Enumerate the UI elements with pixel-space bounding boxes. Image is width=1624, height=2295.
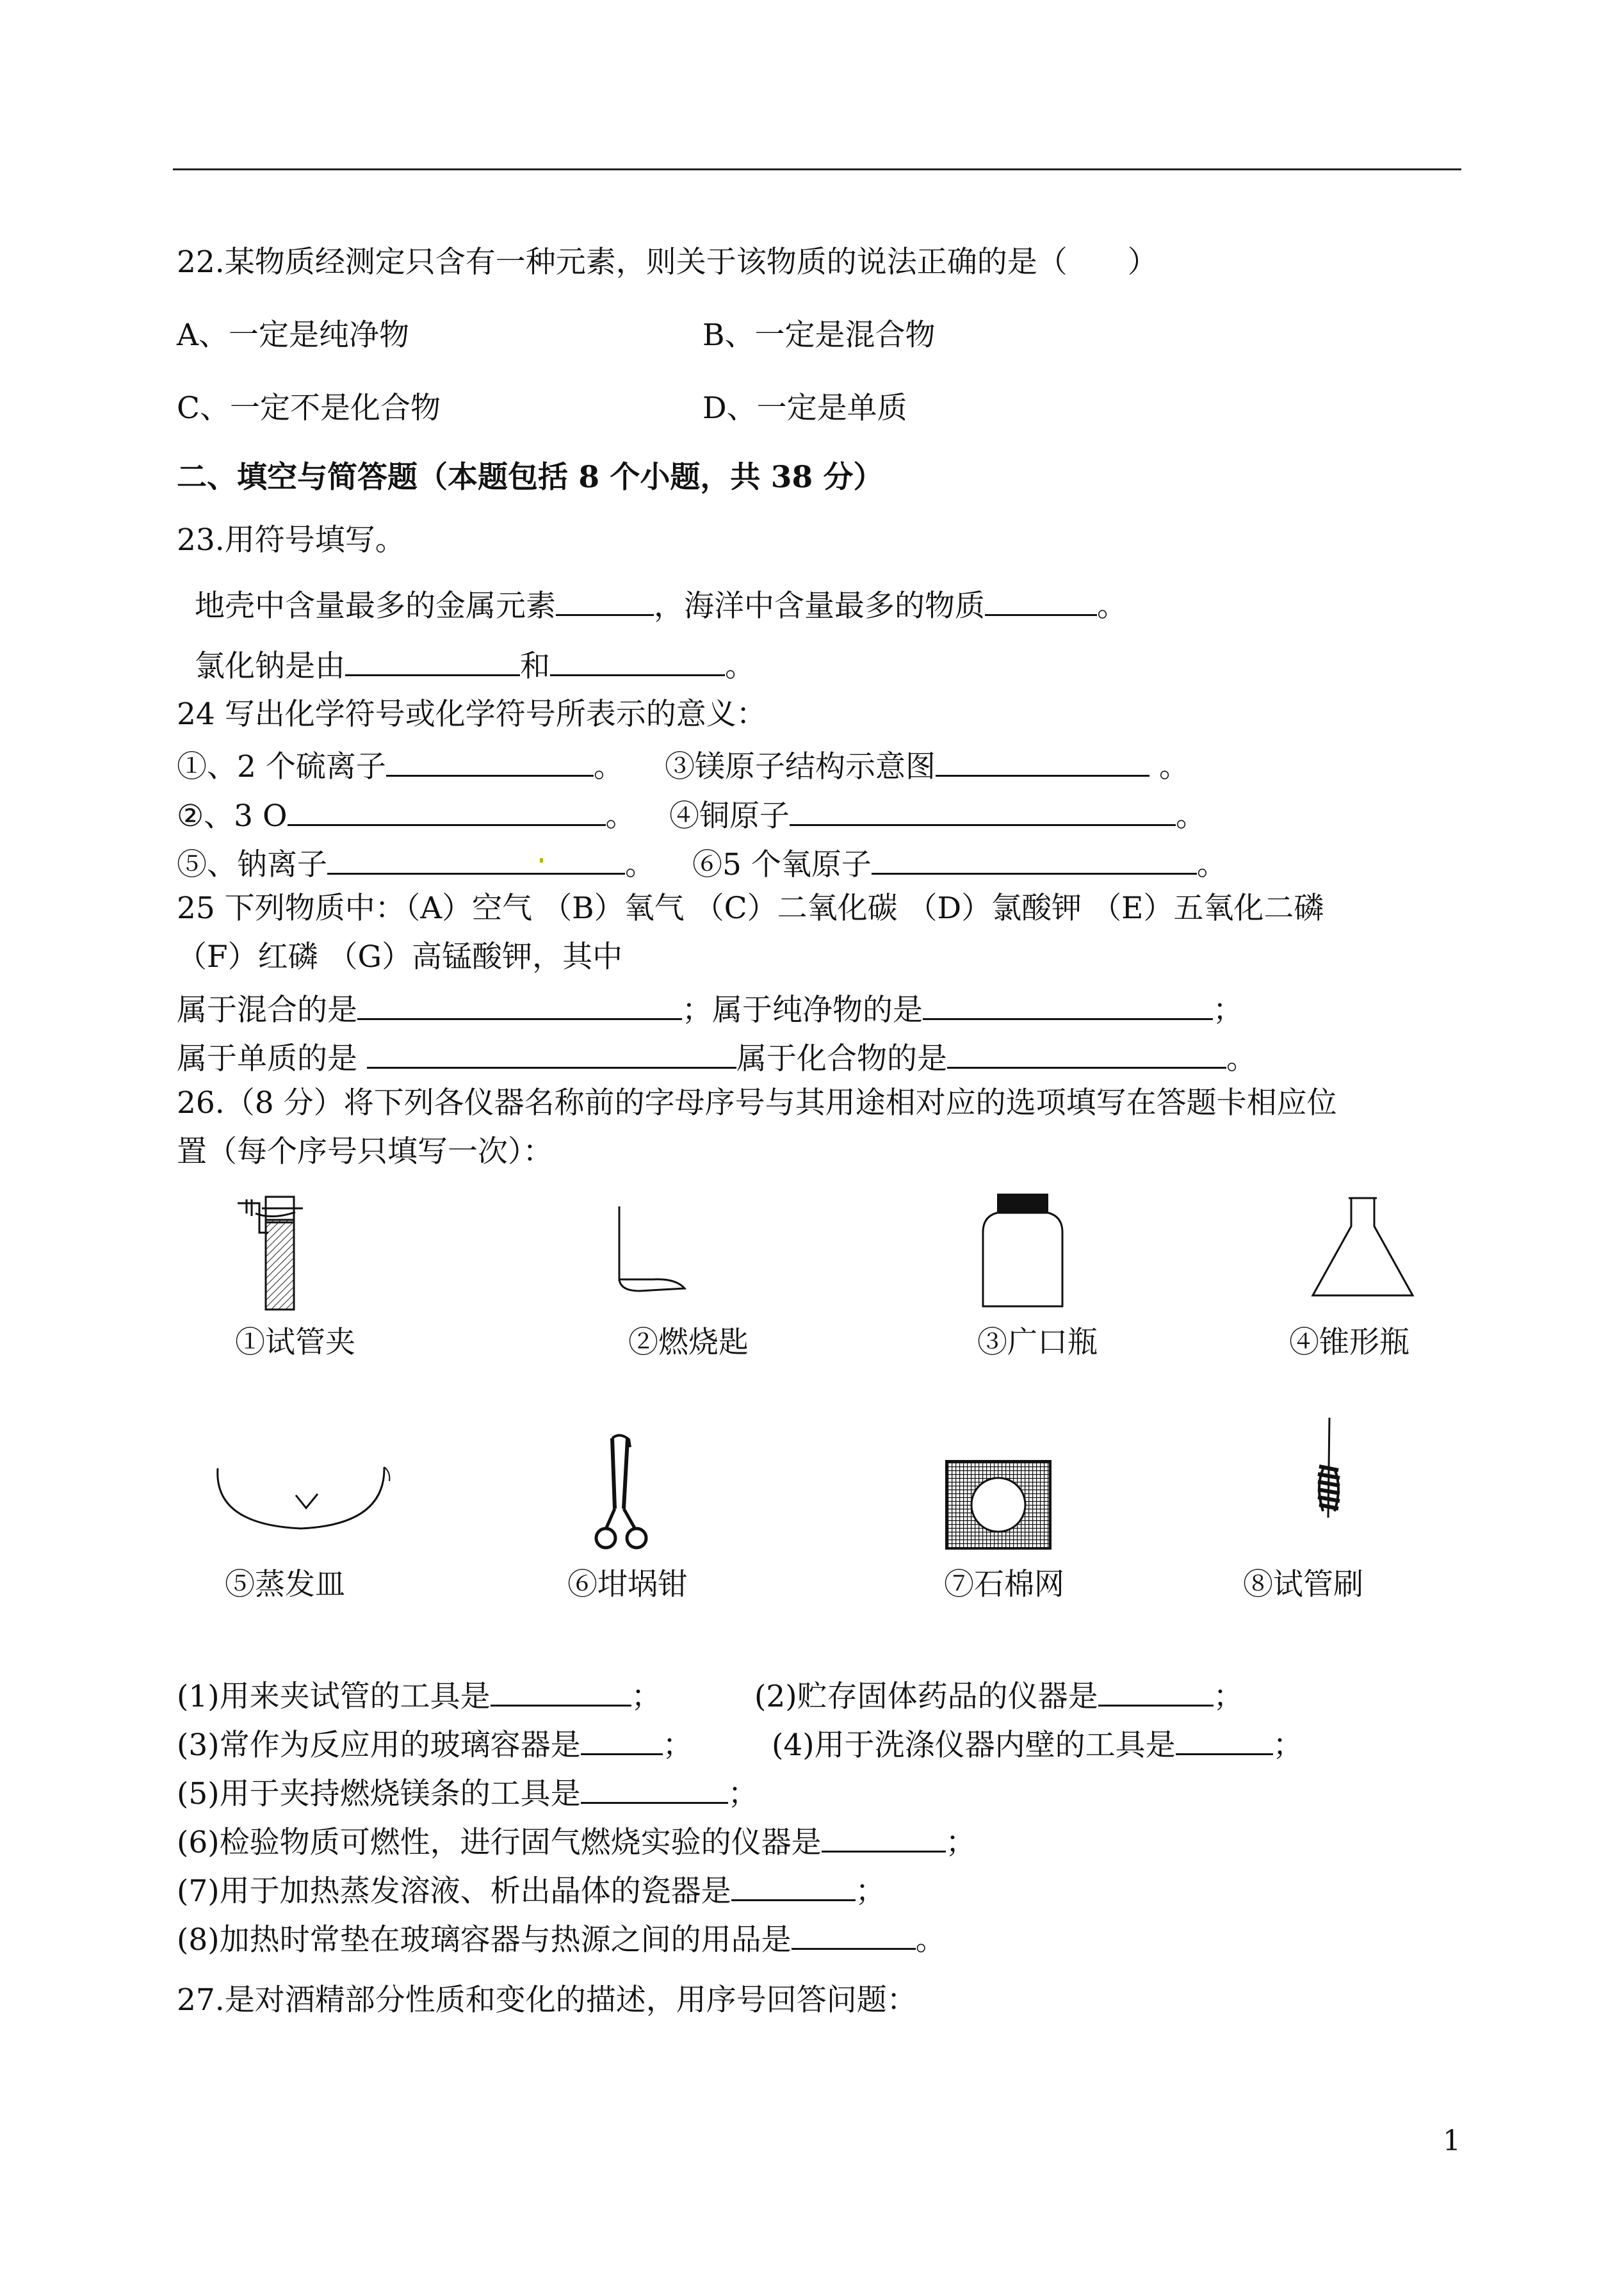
q26-line-1: 26.（8 分）将下列各仪器名称前的字母序号与其用途相对应的选项填写在答题卡相应位 xyxy=(177,1085,1337,1121)
wide-mouth-bottle-figure xyxy=(978,1191,1068,1310)
q26-line-2: 置（每个序号只填写一次）： xyxy=(177,1134,553,1169)
q23-blank-3[interactable] xyxy=(345,642,520,676)
q26-sub-1-text: (1)用来夹试管的工具是 xyxy=(177,1679,491,1714)
q23-line-2 xyxy=(195,642,755,686)
q26-blank-1[interactable] xyxy=(491,1673,631,1707)
q24-item-6-end: 。 xyxy=(1196,847,1227,882)
q26-sub-3-end: ； xyxy=(662,1728,693,1763)
q26-sub-2 xyxy=(754,1673,1244,1717)
q23-stem: 23.用符号填写。 xyxy=(177,523,405,558)
crucible-tongs-figure xyxy=(589,1433,660,1552)
q23-line-1-text-c: 。 xyxy=(1097,588,1127,624)
q24-item-1-text: ①、2 个硫离子 xyxy=(177,749,386,784)
q24-item-3-text: ③镁原子结构示意图 xyxy=(665,749,936,784)
q24-item-2 xyxy=(177,792,636,836)
q26-sub-6-end: ； xyxy=(945,1825,976,1860)
q23-line-2-text-b: 和 xyxy=(520,649,550,684)
q25-line-1: 25 下列物质中：（A）空气 （B）氧气 （C）二氧化碳 （D）氯酸钾 （E）五氧化二磷 xyxy=(177,891,1324,926)
q24-item-6-text: ⑥5 个氧原子 xyxy=(692,847,872,882)
test-tube-clamp-figure xyxy=(234,1194,311,1311)
q23-line-1-text-a: 地壳中含量最多的金属元素 xyxy=(195,588,556,624)
page-number: 1 xyxy=(1443,2125,1461,2157)
section-2-title: 二、填空与简答题（本题包括 8 个小题，共 38 分） xyxy=(177,460,884,495)
q22-option-b: B、一定是混合物 xyxy=(702,318,936,353)
q24-stem: 24 写出化学符号或化学符号所表示的意义： xyxy=(177,697,767,732)
q26-sub-4-end: ； xyxy=(1272,1728,1303,1763)
q25-line-3 xyxy=(177,986,1243,1030)
q24-item-2-end: 。 xyxy=(605,799,636,834)
q22-option-d: D、一定是单质 xyxy=(702,391,907,426)
q22-option-c: C、一定不是化合物 xyxy=(177,391,441,426)
combustion-spoon-figure xyxy=(612,1204,688,1293)
header-rule xyxy=(173,168,1461,170)
q24-item-1 xyxy=(177,743,624,787)
q24-item-5-end: 。 xyxy=(625,847,655,882)
q26-blank-7[interactable] xyxy=(731,1867,856,1901)
q26-sub-5 xyxy=(177,1770,758,1814)
q26-blank-5[interactable] xyxy=(581,1770,728,1804)
q22-stem: 22.某物质经测定只含有一种元素，则关于该物质的说法正确的是（ ） xyxy=(177,245,1158,280)
q24-item-2-text: ②、3 O xyxy=(177,799,288,834)
q27-stem: 27.是对酒精部分性质和变化的描述，用序号回答问题： xyxy=(177,1983,917,2018)
q25-blank-pure[interactable] xyxy=(923,986,1213,1020)
q24-blank-3[interactable] xyxy=(936,743,1149,777)
q24-blank-2[interactable] xyxy=(288,792,606,826)
conical-flask-figure xyxy=(1306,1194,1418,1300)
q25-blank-mixture[interactable] xyxy=(357,986,682,1020)
q25-element-label: 属于单质的是 xyxy=(177,1041,367,1076)
q25-line-4 xyxy=(177,1035,1256,1079)
q24-item-4-end: 。 xyxy=(1176,799,1206,834)
q24-blank-6[interactable] xyxy=(872,841,1197,875)
asbestos-gauze-figure xyxy=(944,1459,1053,1552)
q24-blank-1[interactable] xyxy=(386,743,594,777)
caption-combustion-spoon: ②燃烧匙 xyxy=(628,1325,749,1360)
q23-blank-2[interactable] xyxy=(985,582,1097,616)
caption-test-tube-clamp: ①试管夹 xyxy=(235,1325,355,1360)
q26-sub-2-end: ； xyxy=(1213,1679,1244,1714)
q24-item-4-text: ④铜原子 xyxy=(669,799,790,834)
q26-blank-8[interactable] xyxy=(792,1916,916,1950)
q26-sub-1-end: ； xyxy=(631,1679,662,1714)
q25-line-2: （F）红磷 （G）高锰酸钾，其中 xyxy=(177,939,623,975)
q23-line-1 xyxy=(195,582,1127,626)
q26-blank-6[interactable] xyxy=(822,1819,946,1853)
q24-item-1-end: 。 xyxy=(593,749,624,784)
caption-test-tube-brush: ⑧试管刷 xyxy=(1243,1567,1363,1602)
q25-pure-label: ；属于纯净物的是 xyxy=(682,993,923,1028)
q24-item-3-end: 。 xyxy=(1149,749,1189,784)
q25-pure-end: ； xyxy=(1213,993,1243,1028)
q25-compound-end: 。 xyxy=(1226,1041,1256,1076)
q26-sub-6 xyxy=(177,1819,976,1863)
q26-sub-8-text: (8)加热时常垫在玻璃容器与热源之间的用品是 xyxy=(177,1922,792,1958)
q26-sub-5-end: ； xyxy=(727,1776,758,1812)
caption-asbestos-gauze: ⑦石棉网 xyxy=(944,1567,1064,1602)
evaporating-dish-figure xyxy=(211,1463,391,1534)
q24-item-4 xyxy=(669,792,1206,836)
q26-sub-8 xyxy=(177,1916,946,1960)
q23-blank-4[interactable] xyxy=(550,642,725,676)
q26-blank-3[interactable] xyxy=(581,1721,663,1755)
q26-sub-4 xyxy=(772,1721,1303,1765)
q26-sub-1 xyxy=(177,1673,662,1717)
q23-line-2-text-a: 氯化钠是由 xyxy=(195,649,345,684)
q25-compound-label: 属于化合物的是 xyxy=(736,1041,947,1076)
q24-item-5 xyxy=(177,841,655,885)
q26-sub-7-text: (7)用于加热蒸发溶液、析出晶体的瓷器是 xyxy=(177,1874,731,1909)
q23-line-2-text-c: 。 xyxy=(725,649,755,684)
q26-sub-5-text: (5)用于夹持燃烧镁条的工具是 xyxy=(177,1776,581,1812)
stray-mark xyxy=(540,858,543,863)
q26-sub-3-text: (3)常作为反应用的玻璃容器是 xyxy=(177,1728,581,1763)
q24-blank-5[interactable] xyxy=(327,841,625,875)
q24-item-5-text: ⑤、钠离子 xyxy=(177,847,327,882)
q25-mixture-label: 属于混合的是 xyxy=(177,993,357,1028)
q24-item-6 xyxy=(692,841,1227,885)
q25-blank-compound[interactable] xyxy=(947,1035,1226,1069)
q26-sub-6-text: (6)检验物质可燃性，进行固气燃烧实验的仪器是 xyxy=(177,1825,822,1860)
q26-sub-7 xyxy=(177,1867,886,1911)
q23-blank-1[interactable] xyxy=(556,582,654,616)
caption-conical-flask: ④锥形瓶 xyxy=(1289,1325,1409,1360)
q26-sub-2-text: (2)贮存固体药品的仪器是 xyxy=(754,1679,1098,1714)
q26-blank-2[interactable] xyxy=(1098,1673,1214,1707)
q22-option-a: A、一定是纯净物 xyxy=(177,318,409,353)
q24-item-3 xyxy=(665,743,1189,787)
caption-crucible-tongs: ⑥坩埚钳 xyxy=(567,1567,688,1602)
q26-sub-3 xyxy=(177,1721,693,1765)
caption-evaporating-dish: ⑤蒸发皿 xyxy=(225,1567,345,1602)
q25-blank-element[interactable] xyxy=(367,1035,736,1069)
q23-line-1-text-b: ，海洋中含量最多的物质 xyxy=(654,588,985,624)
test-tube-brush-figure xyxy=(1300,1415,1358,1524)
q26-sub-4-text: (4)用于洗涤仪器内壁的工具是 xyxy=(772,1728,1176,1763)
q26-sub-8-end: 。 xyxy=(915,1922,946,1958)
q26-sub-7-end: ； xyxy=(855,1874,886,1909)
caption-wide-mouth-bottle: ③广口瓶 xyxy=(977,1325,1098,1360)
q24-blank-4[interactable] xyxy=(790,792,1176,826)
q26-blank-4[interactable] xyxy=(1176,1721,1273,1755)
